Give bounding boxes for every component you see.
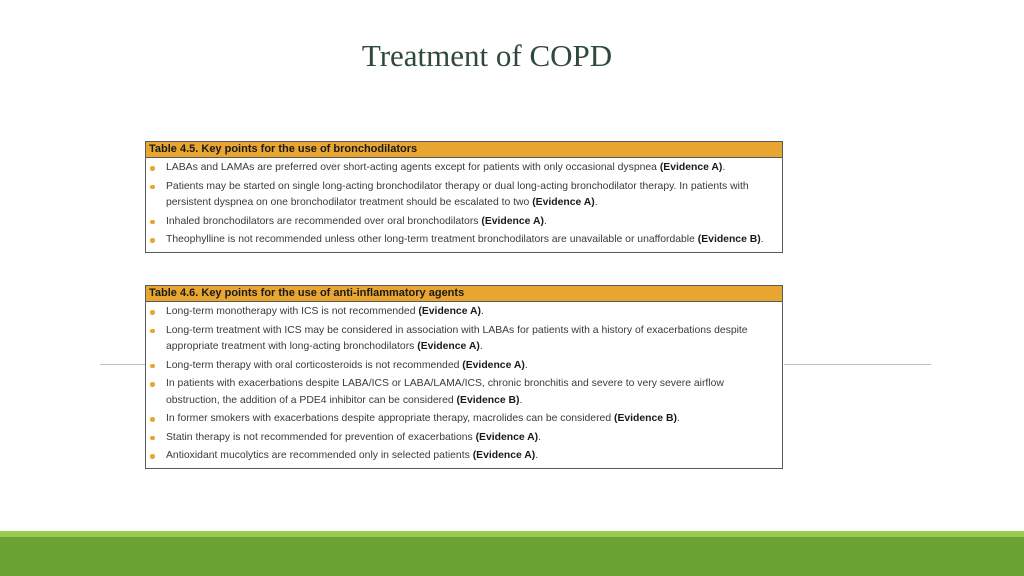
evidence-level: (Evidence A) <box>481 215 544 227</box>
evidence-level: (Evidence A) <box>418 306 481 317</box>
evidence-level: (Evidence A) <box>462 359 525 371</box>
evidence-level: (Evidence A) <box>659 162 723 173</box>
key-point-text: Patients may be started on single long-acting bronchodilator therapy or dual long-acting bronchodilator therapy. In patients with persistent dyspnea on one bronchodilator treatment should be escalated to two <box>166 180 749 208</box>
bullet-icon <box>150 220 155 225</box>
slide-title: Treatment of COPD <box>361 38 613 73</box>
key-point-text: Long-term treatment with ICS may be considered in association with LABAs for patients with a history of exacerbations despite appropriate treatment with long-acting bronchodilators <box>166 324 748 352</box>
key-point-item <box>146 358 782 375</box>
evidence-level: (Evidence A) <box>532 197 595 208</box>
bullet-icon <box>150 166 155 171</box>
key-point-item <box>146 448 782 465</box>
key-point-punctuation: . <box>676 413 680 424</box>
evidence-level: (Evidence B) <box>613 413 677 424</box>
bullet-icon <box>150 454 155 459</box>
key-point-item <box>146 323 782 356</box>
key-point-item <box>146 232 782 249</box>
key-point-item <box>146 430 782 447</box>
divider-right <box>784 364 931 365</box>
key-point-item <box>146 160 782 177</box>
key-point-punctuation: . <box>543 215 547 227</box>
anti-inflammatory-table <box>145 285 783 469</box>
evidence-level: (Evidence A) <box>417 341 480 352</box>
key-point-text: LABAs and LAMAs are preferred over short-acting agents except for patients with only occasional dyspnea <box>166 162 660 173</box>
key-point-item <box>146 376 782 409</box>
bullet-icon <box>150 185 155 190</box>
evidence-level: (Evidence B) <box>456 394 520 406</box>
key-point-punctuation: . <box>524 359 528 371</box>
bullet-icon <box>150 364 155 369</box>
key-point-punctuation: . <box>519 394 523 406</box>
bullet-icon <box>150 417 155 422</box>
key-point-punctuation: . <box>594 197 598 208</box>
bullet-icon <box>150 310 155 315</box>
key-point-text: Long-term therapy with oral corticosteroids is not recommended <box>166 359 463 371</box>
evidence-level: (Evidence A) <box>475 431 539 443</box>
bullet-icon <box>150 238 155 243</box>
key-point-item <box>146 214 782 231</box>
key-point-item <box>146 304 782 321</box>
bronchodilators-table <box>145 141 783 253</box>
bullet-icon <box>150 436 155 441</box>
key-point-item <box>146 179 782 212</box>
key-point-text: Inhaled bronchodilators are recommended over oral bronchodilators <box>166 215 482 227</box>
bullet-icon <box>150 382 155 387</box>
key-point-punctuation: . <box>480 306 484 317</box>
key-point-punctuation: . <box>479 341 483 352</box>
key-point-item <box>146 411 782 428</box>
key-point-punctuation: . <box>538 431 542 443</box>
key-point-text: In former smokers with exacerbations despite appropriate therapy, macrolides can be considered <box>166 413 614 424</box>
evidence-level: (Evidence A) <box>472 450 536 461</box>
key-points-list <box>146 158 782 252</box>
key-points-list <box>146 302 782 468</box>
key-point-text: Theophylline is not recommended unless other long-term treatment bronchodilators are unavailable or unaffordable <box>166 234 698 245</box>
key-point-text: Long-term monotherapy with ICS is not recommended <box>166 306 419 317</box>
key-point-text: Statin therapy is not recommended for prevention of exacerbations <box>166 431 476 443</box>
key-point-punctuation: . <box>535 450 539 461</box>
bullet-icon <box>150 329 155 334</box>
key-point-punctuation: . <box>760 234 764 245</box>
key-point-punctuation: . <box>722 162 726 173</box>
table-header: Table 4.6. Key points for the use of anti-inflammatory agents <box>146 286 782 302</box>
key-point-text: In patients with exacerbations despite LABA/ICS or LABA/LAMA/ICS, chronic bronchitis and severe to very severe airflow obstruction, the addition of a PDE4 inhibitor can be considered <box>166 378 724 406</box>
footer-bar <box>0 537 1024 576</box>
table-header: Table 4.5. Key points for the use of bronchodilators <box>146 142 782 158</box>
divider-left <box>100 364 146 365</box>
key-point-text: Antioxidant mucolytics are recommended only in selected patients <box>166 450 473 461</box>
evidence-level: (Evidence B) <box>697 234 761 245</box>
